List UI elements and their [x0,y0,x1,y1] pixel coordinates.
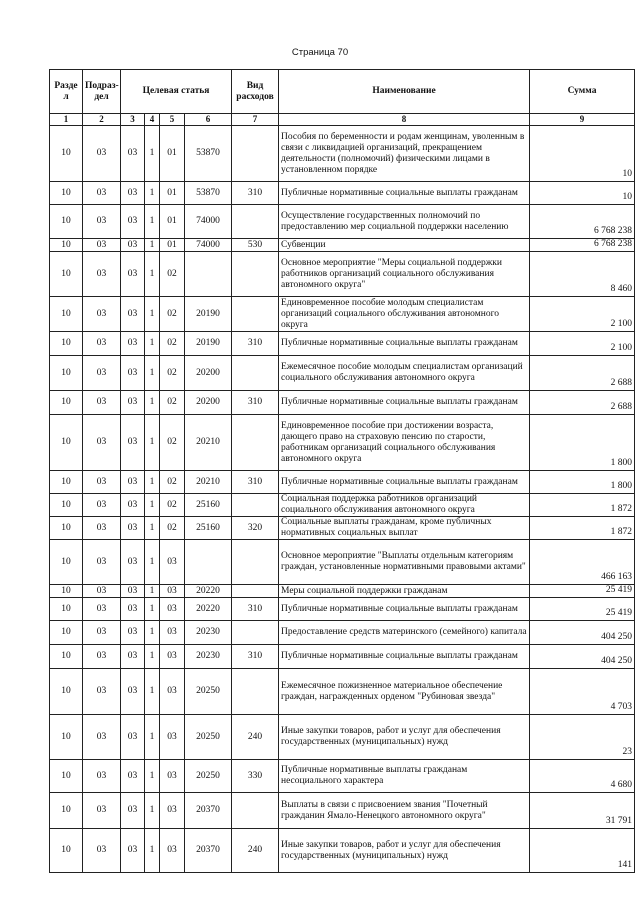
cell-cs-program: 03 [121,517,145,540]
cell-cs-subprogram: 1 [145,585,160,598]
cell-vid-rashodov: 310 [232,645,279,669]
cell-podrazdel: 03 [83,517,121,540]
cell-razdel: 10 [50,356,83,391]
cell-vid-rashodov: 310 [232,182,279,205]
cell-razdel: 10 [50,645,83,669]
col-number: 5 [160,114,185,126]
cell-vid-rashodov [232,540,279,585]
cell-podrazdel: 03 [83,471,121,494]
cell-summa: 1 872 [530,517,635,540]
cell-cs-program: 03 [121,332,145,356]
cell-cs-event: 03 [160,598,185,621]
cell-cs-direction: 74000 [185,239,232,252]
table-row [50,239,635,252]
cell-naimenovanie: Ежемесячное пожизненное материальное обеспечение граждан, награжденных орденом "Рубиновая звезда" [279,669,530,715]
cell-naimenovanie: Единовременное пособие при достижении возраста, дающего право на страховую пенсию по старости, работникам организаций социального обслуживания автономного округа [279,415,530,471]
cell-cs-subprogram: 1 [145,332,160,356]
cell-cs-direction: 20250 [185,715,232,760]
cell-cs-subprogram: 1 [145,793,160,829]
cell-vid-rashodov [232,669,279,715]
cell-cs-program: 03 [121,585,145,598]
cell-cs-direction [185,540,232,585]
cell-cs-direction: 20230 [185,621,232,645]
cell-cs-direction: 20200 [185,391,232,415]
col-number: 6 [185,114,232,126]
cell-naimenovanie: Ежемесячное пособие молодым специалистам организаций социального обслуживания автономного округа [279,356,530,391]
cell-vid-rashodov [232,205,279,239]
cell-cs-subprogram: 1 [145,205,160,239]
cell-summa: 4 680 [530,760,635,793]
cell-podrazdel: 03 [83,540,121,585]
cell-naimenovanie: Выплаты в связи с присвоением звания "Почетный гражданин Ямало-Ненецкого автономного округа" [279,793,530,829]
cell-cs-event: 02 [160,517,185,540]
cell-podrazdel: 03 [83,252,121,297]
cell-naimenovanie: Социальные выплаты гражданам, кроме публичных нормативных социальных выплат [279,517,530,540]
cell-vid-rashodov [232,126,279,182]
cell-cs-subprogram: 1 [145,182,160,205]
cell-vid-rashodov: 330 [232,760,279,793]
cell-razdel: 10 [50,517,83,540]
cell-naimenovanie: Осуществление государственных полномочий по предоставлению мер социальной поддержки населению [279,205,530,239]
cell-cs-program: 03 [121,471,145,494]
cell-razdel: 10 [50,829,83,873]
cell-cs-program: 03 [121,391,145,415]
cell-cs-direction: 74000 [185,205,232,239]
cell-naimenovanie: Иные закупки товаров, работ и услуг для обеспечения государственных (муниципальных) нужд [279,715,530,760]
cell-cs-direction [185,252,232,297]
cell-podrazdel: 03 [83,645,121,669]
header-naimenovanie: Наименование [279,70,530,114]
cell-podrazdel: 03 [83,205,121,239]
cell-cs-subprogram: 1 [145,356,160,391]
cell-cs-program: 03 [121,239,145,252]
cell-naimenovanie: Предоставление средств материнского (семейного) капитала [279,621,530,645]
cell-summa: 2 100 [530,332,635,356]
table-row [50,415,635,471]
cell-razdel: 10 [50,621,83,645]
cell-vid-rashodov [232,356,279,391]
cell-naimenovanie: Иные закупки товаров, работ и услуг для обеспечения государственных (муниципальных) нужд [279,829,530,873]
cell-razdel: 10 [50,205,83,239]
cell-vid-rashodov: 310 [232,332,279,356]
cell-cs-direction: 20210 [185,471,232,494]
table-row [50,540,635,585]
cell-podrazdel: 03 [83,669,121,715]
cell-vid-rashodov [232,494,279,517]
cell-razdel: 10 [50,471,83,494]
cell-summa: 466 163 [530,540,635,585]
cell-razdel: 10 [50,793,83,829]
cell-cs-direction: 53870 [185,126,232,182]
cell-razdel: 10 [50,760,83,793]
cell-cs-direction: 20190 [185,297,232,332]
header-podrazdel: Подраз-дел [83,70,121,114]
cell-razdel: 10 [50,391,83,415]
cell-cs-direction: 20200 [185,356,232,391]
cell-cs-subprogram: 1 [145,471,160,494]
cell-vid-rashodov [232,252,279,297]
cell-podrazdel: 03 [83,793,121,829]
cell-vid-rashodov: 310 [232,391,279,415]
table-row [50,715,635,760]
cell-naimenovanie: Публичные нормативные социальные выплаты гражданам [279,598,530,621]
page-header: Страница 70 [291,47,349,58]
cell-cs-event: 02 [160,494,185,517]
cell-vid-rashodov [232,415,279,471]
col-number: 9 [530,114,635,126]
cell-cs-subprogram: 1 [145,760,160,793]
cell-vid-rashodov: 240 [232,715,279,760]
cell-naimenovanie: Единовременное пособие молодым специалистам организаций социального обслуживания автономного округа [279,297,530,332]
cell-summa: 6 768 238 [530,205,635,239]
cell-cs-subprogram: 1 [145,252,160,297]
col-number: 7 [232,114,279,126]
cell-naimenovanie: Публичные нормативные выплаты гражданам несоциального характера [279,760,530,793]
cell-cs-subprogram: 1 [145,126,160,182]
table-header-row [50,70,635,114]
cell-cs-event: 02 [160,356,185,391]
cell-vid-rashodov [232,793,279,829]
table-row [50,598,635,621]
table-row [50,517,635,540]
cell-vid-rashodov [232,585,279,598]
cell-cs-program: 03 [121,793,145,829]
cell-cs-program: 03 [121,669,145,715]
table-row [50,391,635,415]
cell-cs-direction: 20190 [185,332,232,356]
cell-cs-event: 03 [160,715,185,760]
cell-cs-program: 03 [121,621,145,645]
table-row [50,829,635,873]
cell-cs-subprogram: 1 [145,621,160,645]
cell-cs-program: 03 [121,356,145,391]
cell-podrazdel: 03 [83,598,121,621]
cell-cs-subprogram: 1 [145,239,160,252]
cell-summa: 2 688 [530,391,635,415]
cell-cs-direction: 20220 [185,585,232,598]
cell-cs-program: 03 [121,540,145,585]
col-number: 1 [50,114,83,126]
cell-razdel: 10 [50,585,83,598]
cell-summa: 2 100 [530,297,635,332]
table-row [50,297,635,332]
cell-podrazdel: 03 [83,297,121,332]
cell-summa: 1 800 [530,471,635,494]
cell-podrazdel: 03 [83,585,121,598]
cell-summa: 404 250 [530,645,635,669]
col-number: 4 [145,114,160,126]
cell-cs-subprogram: 1 [145,645,160,669]
cell-cs-direction: 25160 [185,494,232,517]
cell-razdel: 10 [50,332,83,356]
cell-cs-program: 03 [121,252,145,297]
cell-cs-direction: 20250 [185,669,232,715]
cell-cs-event: 02 [160,252,185,297]
header-vid-rashodov: Вид расходов [232,70,279,114]
cell-cs-event: 02 [160,332,185,356]
cell-summa: 8 460 [530,252,635,297]
cell-cs-event: 01 [160,239,185,252]
cell-cs-event: 03 [160,540,185,585]
header-razdel: Разде л [50,70,83,114]
cell-cs-event: 03 [160,829,185,873]
table-row [50,621,635,645]
cell-podrazdel: 03 [83,126,121,182]
cell-cs-direction: 25160 [185,517,232,540]
cell-razdel: 10 [50,182,83,205]
table-row [50,494,635,517]
cell-podrazdel: 03 [83,494,121,517]
table-row [50,585,635,598]
cell-podrazdel: 03 [83,239,121,252]
cell-cs-direction: 20370 [185,793,232,829]
cell-cs-subprogram: 1 [145,494,160,517]
col-number: 8 [279,114,530,126]
cell-cs-event: 02 [160,297,185,332]
cell-vid-rashodov: 310 [232,471,279,494]
cell-cs-event: 02 [160,471,185,494]
table-row [50,645,635,669]
cell-podrazdel: 03 [83,332,121,356]
table-row [50,205,635,239]
cell-cs-event: 03 [160,793,185,829]
cell-cs-subprogram: 1 [145,829,160,873]
cell-cs-subprogram: 1 [145,715,160,760]
cell-podrazdel: 03 [83,391,121,415]
cell-cs-event: 01 [160,205,185,239]
cell-podrazdel: 03 [83,415,121,471]
cell-cs-event: 01 [160,126,185,182]
cell-vid-rashodov: 530 [232,239,279,252]
table-row [50,793,635,829]
cell-cs-subprogram: 1 [145,297,160,332]
cell-naimenovanie: Субвенции [279,239,530,252]
cell-summa: 25 419 [530,585,635,598]
cell-razdel: 10 [50,239,83,252]
cell-cs-program: 03 [121,415,145,471]
col-number: 2 [83,114,121,126]
cell-naimenovanie: Публичные нормативные социальные выплаты гражданам [279,391,530,415]
cell-summa: 23 [530,715,635,760]
table-row [50,356,635,391]
cell-naimenovanie: Социальная поддержка работников организаций социального обслуживания автономного округа [279,494,530,517]
cell-cs-program: 03 [121,126,145,182]
cell-summa: 141 [530,829,635,873]
cell-podrazdel: 03 [83,760,121,793]
cell-cs-program: 03 [121,297,145,332]
cell-razdel: 10 [50,297,83,332]
cell-vid-rashodov: 310 [232,598,279,621]
cell-razdel: 10 [50,669,83,715]
cell-razdel: 10 [50,252,83,297]
cell-cs-event: 03 [160,585,185,598]
table-row [50,760,635,793]
cell-vid-rashodov: 320 [232,517,279,540]
cell-cs-direction: 20220 [185,598,232,621]
cell-razdel: 10 [50,598,83,621]
cell-naimenovanie: Публичные нормативные социальные выплаты гражданам [279,471,530,494]
cell-cs-event: 03 [160,645,185,669]
cell-razdel: 10 [50,126,83,182]
header-celevaya-statya: Целевая статья [121,70,232,114]
cell-cs-direction: 20210 [185,415,232,471]
cell-summa: 31 791 [530,793,635,829]
cell-podrazdel: 03 [83,715,121,760]
cell-cs-program: 03 [121,829,145,873]
cell-naimenovanie: Основное мероприятие "Выплаты отдельным категориям граждан, установленные нормативными правовыми актами" [279,540,530,585]
cell-razdel: 10 [50,540,83,585]
cell-cs-direction: 20230 [185,645,232,669]
cell-razdel: 10 [50,494,83,517]
table-row [50,471,635,494]
cell-summa: 6 768 238 [530,239,635,252]
cell-cs-subprogram: 1 [145,669,160,715]
cell-vid-rashodov [232,621,279,645]
cell-cs-event: 02 [160,391,185,415]
cell-naimenovanie: Пособия по беременности и родам женщинам, уволенным в связи с ликвидацией организаций, прекращением деятельности (полномочий) физическими лицами в установленном порядке [279,126,530,182]
cell-podrazdel: 03 [83,182,121,205]
cell-cs-program: 03 [121,598,145,621]
col-number: 3 [121,114,145,126]
cell-cs-program: 03 [121,715,145,760]
cell-naimenovanie: Публичные нормативные социальные выплаты гражданам [279,645,530,669]
cell-naimenovanie: Публичные нормативные социальные выплаты гражданам [279,182,530,205]
cell-naimenovanie: Основное мероприятие "Меры социальной поддержки работников организаций социального обслуживания автономного округа" [279,252,530,297]
cell-summa: 25 419 [530,598,635,621]
cell-cs-subprogram: 1 [145,391,160,415]
cell-summa: 1 800 [530,415,635,471]
budget-table [49,69,635,873]
table-body [50,126,635,873]
cell-cs-event: 03 [160,760,185,793]
cell-cs-subprogram: 1 [145,540,160,585]
cell-cs-subprogram: 1 [145,598,160,621]
cell-naimenovanie: Меры социальной поддержки гражданам [279,585,530,598]
cell-cs-subprogram: 1 [145,415,160,471]
header-summa: Сумма [530,70,635,114]
cell-cs-event: 03 [160,669,185,715]
cell-cs-direction: 20250 [185,760,232,793]
cell-naimenovanie: Публичные нормативные социальные выплаты гражданам [279,332,530,356]
cell-podrazdel: 03 [83,621,121,645]
cell-cs-event: 01 [160,182,185,205]
cell-vid-rashodov [232,297,279,332]
cell-summa: 10 [530,126,635,182]
cell-cs-program: 03 [121,760,145,793]
cell-cs-program: 03 [121,494,145,517]
cell-summa: 10 [530,182,635,205]
table-row [50,332,635,356]
cell-cs-program: 03 [121,645,145,669]
table-row [50,126,635,182]
cell-razdel: 10 [50,715,83,760]
cell-cs-direction: 53870 [185,182,232,205]
cell-summa: 1 872 [530,494,635,517]
cell-cs-direction: 20370 [185,829,232,873]
cell-summa: 4 703 [530,669,635,715]
cell-cs-event: 03 [160,621,185,645]
cell-summa: 404 250 [530,621,635,645]
table-row [50,252,635,297]
table-row [50,182,635,205]
cell-summa: 2 688 [530,356,635,391]
cell-cs-event: 02 [160,415,185,471]
cell-podrazdel: 03 [83,829,121,873]
cell-vid-rashodov: 240 [232,829,279,873]
cell-cs-program: 03 [121,205,145,239]
table-row [50,669,635,715]
cell-cs-program: 03 [121,182,145,205]
cell-cs-subprogram: 1 [145,517,160,540]
cell-podrazdel: 03 [83,356,121,391]
cell-razdel: 10 [50,415,83,471]
column-number-row [50,114,635,126]
